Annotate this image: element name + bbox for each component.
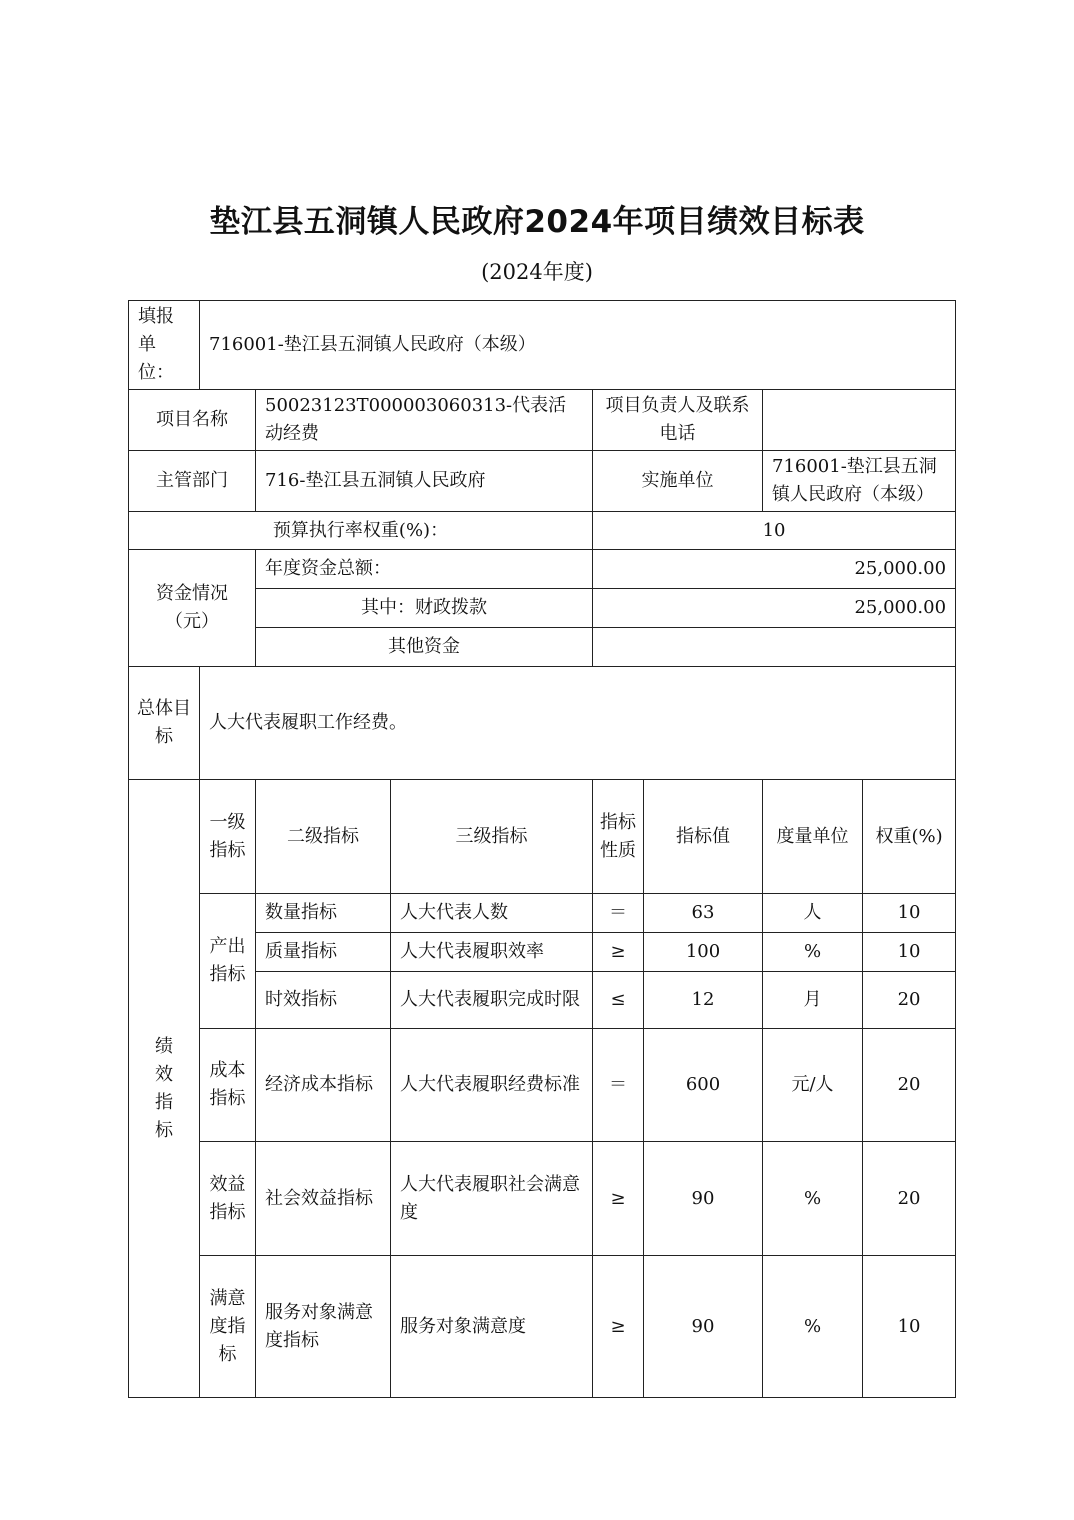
fill-unit-value: 716001-垫江县五洞镇人民政府（本级） [200,301,956,390]
overall-goal-value: 人大代表履职工作经费。 [200,667,956,780]
row-level3: 服务对象满意度 [391,1256,593,1398]
row-value: 63 [644,894,763,933]
header-weight: 权重(%) [863,780,956,894]
page-title: 垫江县五洞镇人民政府2024年项目绩效目标表 [209,204,865,240]
row-level3: 人大代表人数 [391,894,593,933]
funds-total-label: 年度资金总额： [256,550,593,589]
row-weight: 10 [863,933,956,972]
overall-goal-label: 总体目标 [129,667,200,780]
row-level2: 经济成本指标 [256,1029,391,1142]
header-value: 指标值 [644,780,763,894]
row-level2: 服务对象满意度指标 [256,1256,391,1398]
row-unit: % [763,933,863,972]
indicators-section-label: 绩效指标 [129,780,200,1398]
row-level3: 人大代表履职效率 [391,933,593,972]
table-row [129,1029,956,1142]
row-nature: ≥ [593,1256,644,1398]
header-nature: 指标性质 [593,780,644,894]
budget-rate-value: 10 [593,512,956,550]
table-row [129,1142,956,1256]
group-output: 产出指标 [200,894,256,1029]
contact-value [763,390,956,451]
funds-total-value: 25,000.00 [593,550,956,589]
row-value: 12 [644,972,763,1029]
row-nature: ≤ [593,972,644,1029]
header-level3: 三级指标 [391,780,593,894]
impl-unit-label: 实施单位 [593,451,763,512]
row-weight: 20 [863,1142,956,1256]
row-weight: 20 [863,972,956,1029]
row-nature: ＝ [593,894,644,933]
row-weight: 10 [863,894,956,933]
row-weight: 20 [863,1029,956,1142]
row-unit: % [763,1142,863,1256]
row-unit: 人 [763,894,863,933]
funds-other-label: 其他资金 [256,628,593,667]
funds-other-value [593,628,956,667]
row-level3: 人大代表履职社会满意度 [391,1142,593,1256]
row-level3: 人大代表履职完成时限 [391,972,593,1029]
header-level1: 一级指标 [200,780,256,894]
dept-value: 716-垫江县五洞镇人民政府 [256,451,593,512]
group-benefit: 效益指标 [200,1142,256,1256]
row-level3: 人大代表履职经费标准 [391,1029,593,1142]
performance-target-table [128,300,956,1398]
row-nature: ＝ [593,1029,644,1142]
row-level2: 质量指标 [256,933,391,972]
page-subtitle: (2024年度) [481,260,593,284]
project-name-label: 项目名称 [129,390,256,451]
table-row [129,894,956,933]
row-value: 90 [644,1142,763,1256]
row-level2: 社会效益指标 [256,1142,391,1256]
row-unit: % [763,1256,863,1398]
contact-label: 项目负责人及联系电话 [593,390,763,451]
row-value: 90 [644,1256,763,1398]
project-name-value: 50023123T000003060313-代表活动经费 [256,390,593,451]
header-unit: 度量单位 [763,780,863,894]
fill-unit-label: 填报单位： [129,301,200,390]
budget-rate-label: 预算执行率权重(%)： [129,512,593,550]
row-value: 600 [644,1029,763,1142]
funds-label: 资金情况（元） [129,550,256,667]
header-level2: 二级指标 [256,780,391,894]
funds-fiscal-label: 其中：财政拨款 [256,589,593,628]
group-satisfaction: 满意度指标 [200,1256,256,1398]
group-cost: 成本指标 [200,1029,256,1142]
funds-fiscal-value: 25,000.00 [593,589,956,628]
row-level2: 时效指标 [256,972,391,1029]
table-row [129,1256,956,1398]
row-nature: ≥ [593,933,644,972]
row-nature: ≥ [593,1142,644,1256]
row-weight: 10 [863,1256,956,1398]
row-unit: 元/人 [763,1029,863,1142]
row-level2: 数量指标 [256,894,391,933]
dept-label: 主管部门 [129,451,256,512]
row-value: 100 [644,933,763,972]
impl-unit-value: 716001-垫江县五洞镇人民政府（本级） [763,451,956,512]
row-unit: 月 [763,972,863,1029]
